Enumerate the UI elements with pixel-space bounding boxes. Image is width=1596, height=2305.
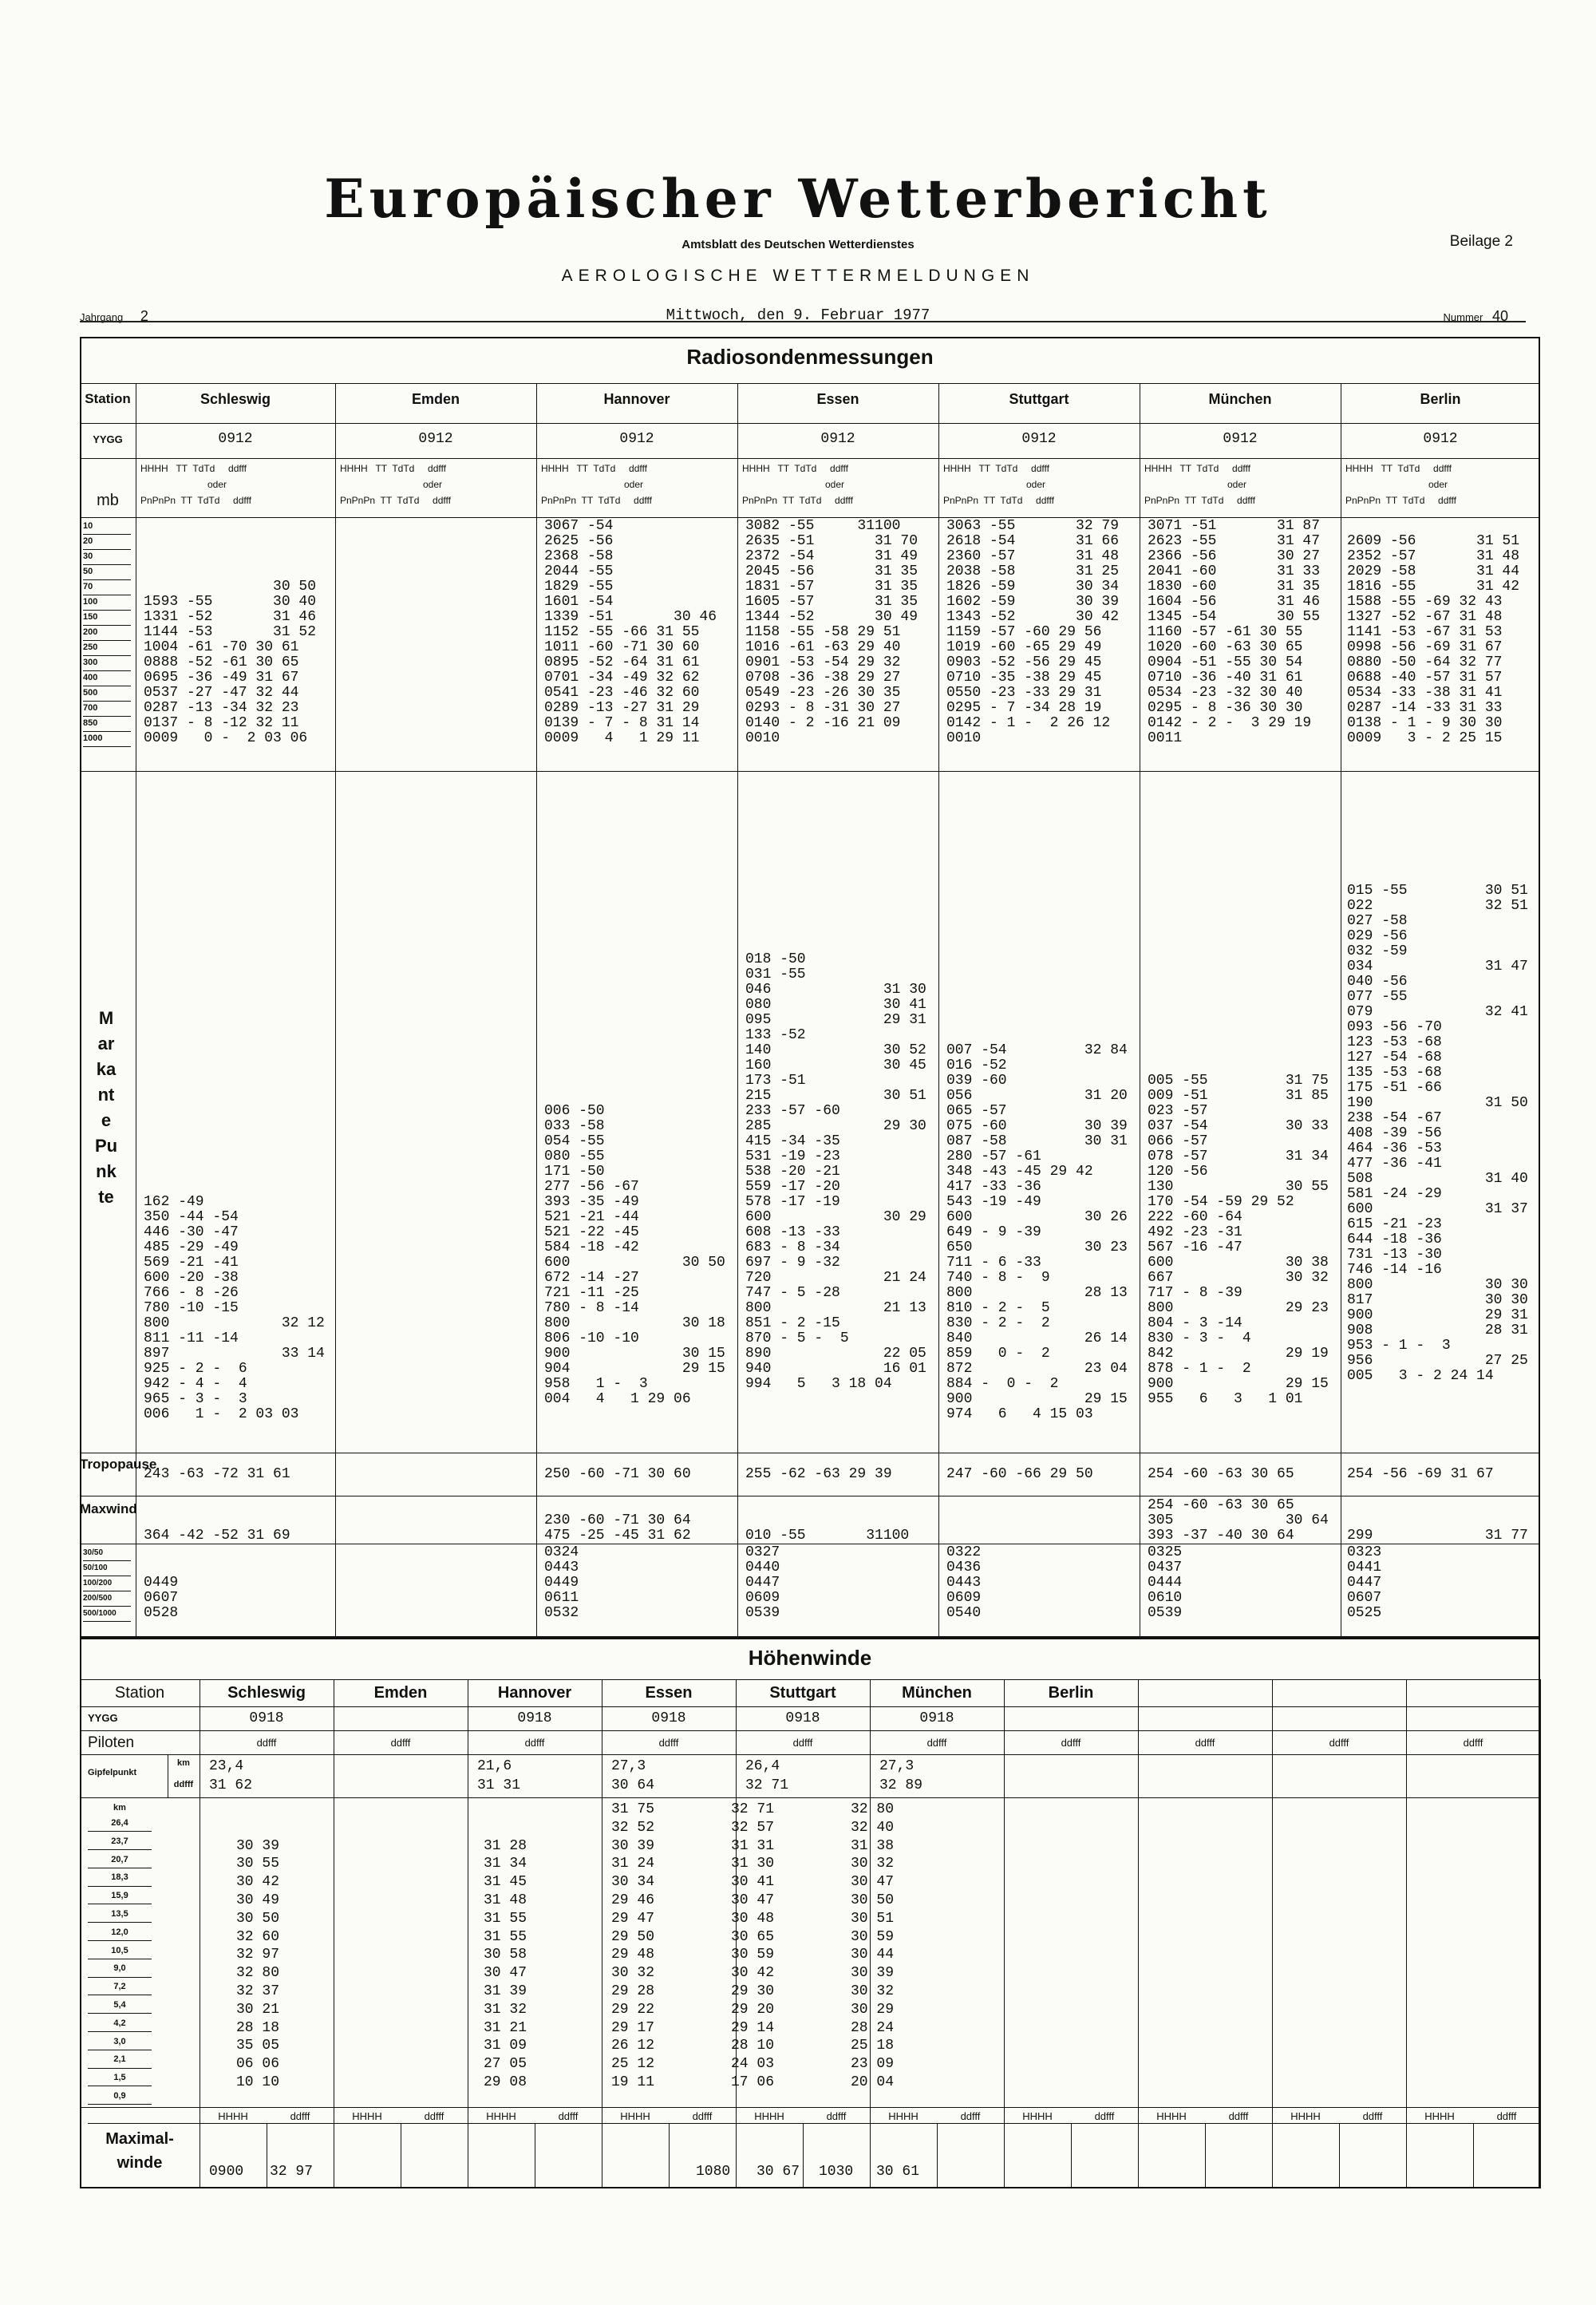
yygg-value: 0912: [820, 431, 855, 447]
yygg-value: 0912: [418, 431, 453, 447]
nummer-label: Nummer: [1443, 311, 1483, 323]
mark-data-essen: 018 -50 031 -55 046 31 30 080 30 41 095 29 31 133 -52 140 30 52 160 30 45 173 -51 215 30 51 233 -57 -60 285 29 30 415 -34 -35 531 -19 -23 538 -20 -21 559 -17 -20 578 -17 -19 600 30 29 608 -13 -33 683 - 8 -34 697 - 9 -32 720 21 24 747 - 5 -28 800 21 13 851 - 2 -15 870 - 5 - 5 890 22 05 940 16 01 994 5 3 18 04: [745, 951, 926, 1392]
shear-muenchen: 0325 0437 0444 0610 0539: [1148, 1544, 1183, 1621]
station-schleswig: Schleswig: [200, 391, 271, 407]
markante-punkte-label: Markante Punkte: [94, 1008, 118, 1207]
hw-max-header: HHHH: [1290, 2110, 1321, 2122]
mb-level: 1000: [83, 731, 131, 747]
mark-data-stuttgart: 007 -54 32 84 016 -52 039 -60 056 31 20 065 -57 075 -60 30 39 087 -58 30 31 280 -57 -61 348 -43 -45 29 42 417 -33 -36 543 -19 -49 600 30 26 649 - 9 -39 650 30 23 711 - 6 -33 740 - 8 - 9 800 28 13 810 - 2 - 5 830 - 2 - 2 840 26 14 859 0 - 2 872 23 04 884 - 0 - 2 900 29 15 974 6 4 15 03: [946, 1042, 1128, 1422]
rule: [335, 383, 336, 1638]
mb-level: 150: [83, 610, 131, 626]
rule: [80, 458, 1540, 459]
tropo-muenchen: 254 -60 -63 30 65: [1148, 1466, 1294, 1482]
maxwind-berlin: 299 31 77: [1347, 1528, 1528, 1544]
maxwind-muenchen: 254 -60 -63 30 65 305 30 64 393 -37 -40 30 64: [1148, 1497, 1329, 1544]
mb-level: 30: [83, 549, 131, 565]
col-head: HHHH TT TdTd ddfff: [140, 463, 247, 474]
std-data-schleswig: 30 50 1593 -55 30 40 1331 -52 31 46 1144 -53 31 52 1004 -61 -70 30 61 0888 -52 -61 30 65 0695 -36 -49 31 67 0537 -27 -47 32 44 0287 -13 -34 32 23 0137 - 8 -12 32 11 0009 0 - 2 03 06: [144, 579, 317, 746]
hw-max-header: HHHH: [218, 2110, 248, 2122]
hw-station-name: München: [902, 1684, 972, 1702]
col-head: HHHH TT TdTd ddfff: [742, 463, 848, 474]
hw-winds-stuttgart: 32 71 32 57 31 31 31 30 30 41 30 47 30 48 30 65 30 59 30 42 29 30 29 20 29 14 28 10 24 03 17 06: [731, 1801, 775, 2090]
hw-level: 1,5: [88, 2070, 152, 2086]
maxwind-hannover: 230 -60 -71 30 64 475 -25 -45 31 62: [544, 1512, 691, 1544]
rule: [1473, 2123, 1474, 2188]
shear-stuttgart: 0322 0436 0443 0609 0540: [946, 1544, 982, 1621]
hw-station-name: Schleswig: [227, 1684, 306, 1702]
shear-label: 30/50: [83, 1545, 131, 1561]
hw-yygg-value: 0918: [785, 1710, 820, 1726]
tropo-essen: 255 -62 -63 29 39: [745, 1466, 892, 1482]
hw-max-header: ddfff: [826, 2110, 847, 2122]
rule: [88, 2123, 1540, 2124]
hw-ddfff-header: ddfff: [658, 1737, 679, 1749]
issue-date: Mittwoch, den 9. Februar 1977: [666, 306, 930, 324]
hw-ddfff-header: ddfff: [1463, 1737, 1483, 1749]
gipfel-km: 21,6: [477, 1758, 512, 1774]
hw-ddfff-header: ddfff: [256, 1737, 277, 1749]
col-oder: oder: [423, 479, 443, 490]
hw-level: 23,7: [88, 1834, 152, 1850]
hw-ddfff-header: ddfff: [1329, 1737, 1349, 1749]
maxwind-schleswig: 364 -42 -52 31 69: [144, 1528, 290, 1544]
mb-level: 300: [83, 655, 131, 671]
rule: [1339, 2123, 1340, 2188]
yygg-value: 0912: [1223, 431, 1258, 447]
mb-level: 400: [83, 670, 131, 686]
rule: [803, 2123, 804, 2188]
station-stuttgart: Stuttgart: [1009, 391, 1069, 407]
hw-ddfff-header: ddfff: [1195, 1737, 1215, 1749]
mb-level: 700: [83, 701, 131, 717]
hw-ddfff-header: ddfff: [524, 1737, 545, 1749]
rule: [937, 2123, 938, 2188]
tropo-berlin: 254 -56 -69 31 67: [1347, 1466, 1494, 1482]
hw-max-header: ddfff: [692, 2110, 713, 2122]
rule: [1205, 2123, 1206, 2188]
hw-level: 5,4: [88, 1998, 152, 2014]
mb-level: 850: [83, 716, 131, 732]
hw-level: 10,5: [88, 1943, 152, 1959]
hw-max-header: HHHH: [888, 2110, 918, 2122]
station-label: Station: [85, 391, 131, 406]
rule: [1071, 2123, 1072, 2188]
report-title: Europäischer Wetterbericht: [324, 168, 1272, 230]
mark-data-muenchen: 005 -55 31 75 009 -51 31 85 023 -57 037 -54 30 33 066 -57 078 -57 31 34 120 -56 130 30 55 170 -54 -59 29 52 222 -60 -64 492 -23 -31 567 -16 -47 600 30 38 667 30 32 717 - 8 -39 800 29 23 804 - 3 -14 830 - 3 - 4 842 29 19 878 - 1 - 2 900 29 15 955 6 3 1 01: [1148, 1073, 1329, 1407]
hw-station-name: Stuttgart: [769, 1684, 836, 1702]
station-essen: Essen: [816, 391, 859, 407]
hw-station-name: Essen: [645, 1684, 693, 1702]
station-berlin: Berlin: [1420, 391, 1461, 407]
col-head: HHHH TT TdTd ddfff: [541, 463, 647, 474]
col-head: PnPnPn TT TdTd ddfff: [1345, 495, 1456, 506]
station-muenchen: München: [1208, 391, 1272, 407]
col-oder: oder: [825, 479, 845, 490]
rule: [1540, 1679, 1541, 2188]
rule: [80, 1706, 1540, 1707]
col-head: PnPnPn TT TdTd ddfff: [541, 495, 652, 506]
maxwind-label: Maxwind: [80, 1501, 137, 1516]
std-data-essen: 3082 -55 31100 2635 -51 31 70 2372 -54 31 49 2045 -56 31 35 1831 -57 31 35 1605 -57 31 35 1344 -52 30 49 1158 -55 -58 29 51 1016 -61 -63 29 40 0901 -53 -54 29 32 0708 -36 -38 29 27 0549 -23 -26 30 35 0293 - 8 -31 30 27 0140 - 2 -16 21 09 0010: [745, 518, 918, 746]
hw-station-name: Emden: [373, 1684, 428, 1702]
hw-km-label: km: [113, 1803, 126, 1813]
hw-max-header: HHHH: [620, 2110, 650, 2122]
section-title: AEROLOGISCHE WETTERMELDUNGEN: [561, 267, 1035, 285]
col-oder: oder: [207, 479, 227, 490]
rule: [80, 771, 1540, 772]
mb-label: mb: [97, 492, 119, 509]
hw-yygg-value: 0918: [249, 1710, 284, 1726]
maximal-hhhh: 1030: [819, 2164, 854, 2180]
mark-data-schleswig: 162 -49 350 -44 -54 446 -30 -47 485 -29 -49 569 -21 -41 600 -20 -38 766 - 8 -26 780 -10 -15 800 32 12 811 -11 -14 897 33 14 925 - 2 - 6 942 - 4 - 4 965 - 3 - 3 006 1 - 2 03 03: [144, 1194, 325, 1422]
col-oder: oder: [1227, 479, 1247, 490]
gipfel-km: 26,4: [745, 1758, 780, 1774]
std-data-stuttgart: 3063 -55 32 79 2618 -54 31 66 2360 -57 31 48 2038 -58 31 25 1826 -59 30 34 1602 -59 30 39 1343 -52 30 42 1159 -57 -60 29 56 1019 -60 -65 29 49 0903 -52 -56 29 45 0710 -35 -38 29 45 0550 -23 -33 29 31 0295 - 7 -34 28 19 0142 - 1 - 2 26 12 0010: [946, 518, 1120, 746]
hw-yygg-value: 0918: [651, 1710, 686, 1726]
hw-level: 20,7: [88, 1852, 152, 1868]
mb-level: 100: [83, 595, 131, 611]
gipfel-ddfff: 31 31: [477, 1777, 521, 1793]
rule: [80, 1679, 1540, 1680]
mb-level: 20: [83, 534, 131, 550]
shear-label: 100/200: [83, 1576, 131, 1591]
rule: [536, 383, 537, 1638]
hw-level: 4,2: [88, 2016, 152, 2032]
col-head: PnPnPn TT TdTd ddfff: [943, 495, 1054, 506]
hoehenwinde-title: Höhenwinde: [748, 1646, 872, 1670]
gipfel-km: 23,4: [209, 1758, 244, 1774]
yygg-value: 0912: [218, 431, 253, 447]
shear-hannover: 0324 0443 0449 0611 0532: [544, 1544, 579, 1621]
gipfel-km: 27,3: [611, 1758, 646, 1774]
nummer-value: 40: [1491, 308, 1508, 324]
hw-max-header: HHHH: [1424, 2110, 1455, 2122]
piloten-label: Piloten: [88, 1734, 135, 1751]
rule: [669, 2123, 670, 2188]
hw-level: 3,0: [88, 2034, 152, 2050]
hw-level: 13,5: [88, 1907, 152, 1923]
hw-max-header: HHHH: [1156, 2110, 1187, 2122]
gipfel-ddfff: 32 71: [745, 1777, 789, 1793]
gipfel-ddfff: 30 64: [611, 1777, 655, 1793]
shear-label: 500/1000: [83, 1606, 131, 1622]
header-rule: [80, 321, 1526, 322]
gipfel-ddfff: 31 62: [209, 1777, 253, 1793]
hw-yygg-value: 0918: [517, 1710, 552, 1726]
hw-ddfff-header: ddfff: [390, 1737, 411, 1749]
station-hannover: Hannover: [603, 391, 670, 407]
jahrgang-label: Jahrgang: [80, 311, 124, 323]
yygg-label: YYGG: [93, 433, 123, 445]
hw-winds-muenchen: 32 80 32 40 31 38 30 32 30 47 30 50 30 51 30 59 30 44 30 39 30 32 30 29 28 24 25 18 23 09 20 04: [851, 1801, 895, 2090]
rule: [80, 2107, 1540, 2108]
shear-label: 50/100: [83, 1560, 131, 1576]
maximal-hhhh: 0900: [209, 2164, 244, 2180]
col-oder: oder: [1026, 479, 1046, 490]
hw-level: 12,0: [88, 1925, 152, 1941]
tropo-hannover: 250 -60 -71 30 60: [544, 1466, 691, 1482]
hw-max-header: ddfff: [424, 2110, 444, 2122]
yygg-value: 0912: [619, 431, 654, 447]
shear-label: 200/500: [83, 1591, 131, 1607]
yygg-value: 0912: [1423, 431, 1458, 447]
report-subtitle: Amtsblatt des Deutschen Wetterdienstes: [681, 238, 915, 251]
shear-essen: 0327 0440 0447 0609 0539: [745, 1544, 780, 1621]
col-oder: oder: [624, 479, 644, 490]
hw-level: 0,9: [88, 2089, 152, 2105]
hw-max-header: ddfff: [290, 2110, 310, 2122]
hw-ddfff-header: ddfff: [1061, 1737, 1081, 1749]
rule: [80, 1754, 1540, 1755]
gipfelpunkt-label: Gipfelpunkt: [88, 1768, 137, 1777]
radiosonde-title: Radiosondenmessungen: [686, 345, 934, 369]
hw-winds-schleswig: 30 39 30 55 30 42 30 49 30 50 32 60 32 97 32 80 32 37 30 21 28 18 35 05 06 06 10 10: [236, 1837, 280, 2090]
hw-level: 2,1: [88, 2052, 152, 2068]
mb-level: 500: [83, 686, 131, 702]
beilage-label: Beilage 2: [1449, 233, 1513, 250]
rule: [80, 383, 1540, 384]
mark-data-hannover: 006 -50 033 -58 054 -55 080 -55 171 -50 277 -56 -67 393 -35 -49 521 -21 -44 521 -22 -45 584 -18 -42 600 30 50 672 -14 -27 721 -11 -25 780 - 8 -14 800 30 18 806 -10 -10 900 30 15 904 29 15 958 1 - 3 004 4 1 29 06: [544, 1103, 725, 1407]
rule: [737, 383, 738, 1638]
hw-station-name: Hannover: [497, 1684, 572, 1702]
maximal-ddfff: 30 67: [757, 2164, 800, 2180]
hw-level: 26,4: [88, 1816, 152, 1832]
std-data-muenchen: 3071 -51 31 87 2623 -55 31 47 2366 -56 30 27 2041 -60 31 33 1830 -60 31 35 1604 -56 31 46 1345 -54 30 55 1160 -57 -61 30 55 1020 -60 -63 30 65 0904 -51 -55 30 54 0710 -36 -40 31 61 0534 -23 -32 30 40 0295 - 8 -36 30 30 0142 - 2 - 3 29 19 0011: [1148, 518, 1321, 746]
col-head: PnPnPn TT TdTd ddfff: [1144, 495, 1255, 506]
col-head: PnPnPn TT TdTd ddfff: [140, 495, 251, 506]
rule: [80, 1730, 1540, 1731]
hw-station-name: Berlin: [1048, 1684, 1094, 1702]
hw-ddfff-header: ddfff: [792, 1737, 813, 1749]
hw-level: 18,3: [88, 1870, 152, 1886]
hw-level: 7,2: [88, 1979, 152, 1995]
mark-data-berlin: 015 -55 30 51 022 32 51 027 -58 029 -56 032 -59 034 31 47 040 -56 077 -55 079 32 41 093 -56 -70 123 -53 -68 127 -54 -68 135 -53 -68 175 -51 -66 190 31 50 238 -54 -67 408 -39 -56 464 -36 -53 477 -36 -41 508 31 40 581 -24 -29 600 31 37 615 -21 -23 644 -18 -36 731 -13 -30 746 -14 -16 800 30 30 817 30 30 900 29 31 908 28 31 953 - 1 - 3 956 27 25 005 3 - 2 24 14: [1347, 883, 1528, 1384]
hw-winds-hannover: 31 28 31 34 31 45 31 48 31 55 31 55 30 58 30 47 31 39 31 32 31 21 31 09 27 05 29 08: [484, 1837, 527, 2090]
rule: [80, 423, 1540, 424]
col-head: HHHH TT TdTd ddfff: [943, 463, 1049, 474]
hw-yygg-label: YYGG: [88, 1712, 118, 1724]
hw-max-header: ddfff: [1228, 2110, 1249, 2122]
hw-max-header: ddfff: [558, 2110, 579, 2122]
tropo-schleswig: 243 -63 -72 31 61: [144, 1466, 290, 1482]
hw-yygg-value: 0918: [919, 1710, 954, 1726]
hw-level: 9,0: [88, 1961, 152, 1977]
col-head: HHHH TT TdTd ddfff: [1345, 463, 1452, 474]
col-head: PnPnPn TT TdTd ddfff: [742, 495, 853, 506]
hw-max-header: HHHH: [1022, 2110, 1053, 2122]
yygg-value: 0912: [1021, 431, 1057, 447]
hw-max-header: ddfff: [1362, 2110, 1383, 2122]
hw-ddfff-header: ddfff: [926, 1737, 947, 1749]
tropo-stuttgart: 247 -60 -66 29 50: [946, 1466, 1093, 1482]
maximal-hhhh: 1080: [696, 2164, 731, 2180]
shear-schleswig: 0449 0607 0528: [144, 1575, 179, 1621]
col-head: PnPnPn TT TdTd ddfff: [340, 495, 451, 506]
jahrgang-value: 2: [140, 308, 148, 324]
shear-berlin: 0323 0441 0447 0607 0525: [1347, 1544, 1382, 1621]
mb-level: 200: [83, 625, 131, 641]
maxwind-essen: 010 -55 31100: [745, 1528, 910, 1544]
hw-station-label: Station: [114, 1684, 165, 1702]
rule: [938, 383, 939, 1638]
rule: [80, 1797, 1540, 1798]
mb-level: 50: [83, 564, 131, 580]
col-head: HHHH TT TdTd ddfff: [340, 463, 446, 474]
std-data-berlin: 2609 -56 31 51 2352 -57 31 48 2029 -58 31 44 1816 -55 31 42 1588 -55 -69 32 43 1327 -52 -67 31 48 1141 -53 -67 31 53 0998 -56 -69 31 67 0880 -50 -64 32 77 0688 -40 -57 31 57 0534 -33 -38 31 41 0287 -14 -33 31 33 0138 - 1 - 9 30 30 0009 3 - 2 25 15: [1347, 533, 1520, 746]
gipfel-ddfff-label: ddfff: [173, 1780, 194, 1789]
col-oder: oder: [1428, 479, 1448, 490]
hw-max-header: HHHH: [352, 2110, 382, 2122]
maximal-ddfff: 32 97: [270, 2164, 314, 2180]
std-data-hannover: 3067 -54 2625 -56 2368 -58 2044 -55 1829 -55 1601 -54 1339 -51 30 46 1152 -55 -66 31 55 1011 -60 -71 30 60 0895 -52 -64 31 61 0701 -34 -49 32 62 0541 -23 -46 32 60 0289 -13 -27 31 29 0139 - 7 - 8 31 14 0009 4 1 29 11: [544, 518, 717, 746]
station-emden: Emden: [411, 391, 460, 407]
mb-level: 70: [83, 579, 131, 595]
mb-level: 10: [83, 519, 131, 535]
hw-max-header: HHHH: [486, 2110, 516, 2122]
maximal-ddfff: 30 61: [876, 2164, 920, 2180]
mb-level: 250: [83, 640, 131, 656]
hw-max-header: ddfff: [1094, 2110, 1115, 2122]
gipfel-km-label: km: [177, 1758, 190, 1768]
hw-max-header: ddfff: [960, 2110, 981, 2122]
gipfel-ddfff: 32 89: [879, 1777, 923, 1793]
hw-max-header: ddfff: [1496, 2110, 1517, 2122]
hw-winds-essen: 31 75 32 52 30 39 31 24 30 34 29 46 29 47 29 50 29 48 30 32 29 28 29 22 29 17 26 12 25 12 19 11: [611, 1801, 655, 2090]
hw-level: 15,9: [88, 1888, 152, 1904]
maximalwinde-label: Maximal-winde: [105, 2130, 174, 2172]
col-head: HHHH TT TdTd ddfff: [1144, 463, 1250, 474]
gipfel-km: 27,3: [879, 1758, 915, 1774]
tropopause-label: Tropopause: [80, 1457, 157, 1472]
hw-max-header: HHHH: [754, 2110, 784, 2122]
